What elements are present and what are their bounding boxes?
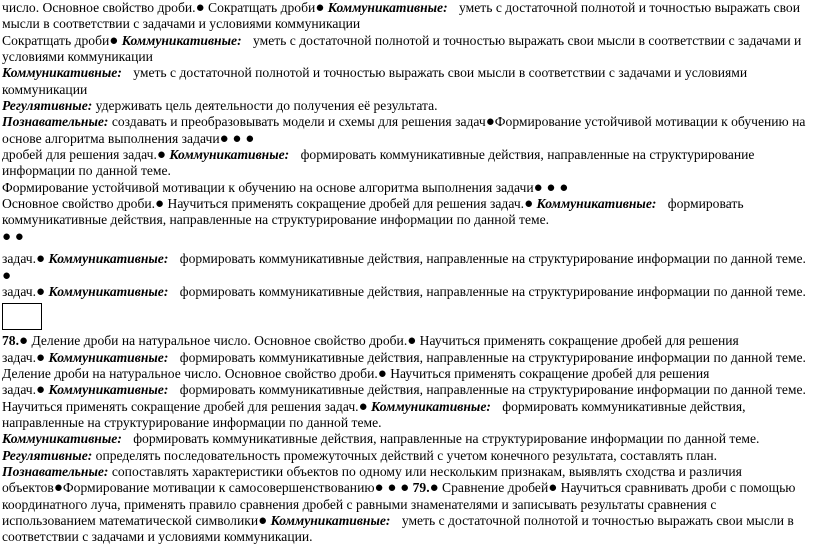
paragraph <box>2 196 812 229</box>
text-run: Деление дроби на натуральное число. Основное свойство дроби. <box>28 333 408 349</box>
bullet-icon: ● <box>195 0 205 16</box>
paragraph <box>2 0 812 33</box>
bullet-icon: ● ● <box>2 228 24 245</box>
paragraph <box>2 284 812 300</box>
text-run: Сократщать дроби <box>2 32 110 48</box>
text-run: Формирование устойчивой мотивации к обучению на основе алгоритма выполнения задачи <box>2 114 806 146</box>
paragraph <box>2 33 812 66</box>
text-run: Сравнение дробей <box>438 480 549 496</box>
text-run: уметь с достаточной полнотой и точностью выражать свои мысли в соответствии с задачами и условиями коммуникации. <box>2 512 794 545</box>
text-run: формировать коммуникативные действия, направленные на структурирование информации по данной теме. <box>2 196 744 228</box>
paragraph <box>2 366 812 382</box>
section-label: Коммуникативные: <box>2 65 122 81</box>
section-label: Коммуникативные: <box>371 398 491 414</box>
bullet-icon: ● <box>2 267 12 284</box>
bullet-icon: ● <box>36 251 46 268</box>
text-run: формировать коммуникативные действия, направленные на структурирование информации по данной теме. <box>2 147 755 179</box>
bullet-icon: ● <box>429 480 439 497</box>
bullet-icon: ● <box>53 480 63 497</box>
bullet-icon: ● <box>109 32 119 49</box>
bullet-icon: ● <box>36 349 46 366</box>
bullet-line <box>2 229 812 245</box>
text-run: формировать коммуникативные действия, направленные на структурирование информации по данной теме. <box>176 283 806 299</box>
section-label: Познавательные: <box>2 114 109 130</box>
text-run: Формирование устойчивой мотивации к обучению на основе алгоритма выполнения задачи <box>2 179 534 195</box>
section-label: Коммуникативные: <box>169 147 290 163</box>
paragraph <box>2 333 812 349</box>
section-label: Коммуникативные: <box>327 0 448 15</box>
section-label: Коммуникативные: <box>48 251 169 267</box>
text-run: формировать коммуникативные действия, направленные на структурирование информации по данной теме. <box>176 349 806 365</box>
section-label: Коммуникативные: <box>48 349 169 365</box>
section-label: Познавательные: <box>2 463 109 479</box>
section-label: Регулятивные: <box>2 98 93 114</box>
section-label: Регулятивные: <box>2 447 93 463</box>
empty-table-cell <box>2 303 42 330</box>
section-label: Коммуникативные: <box>48 382 169 398</box>
text-run: уметь с достаточной полнотой и точностью выражать свои мысли в соответствии с задачами и условиями коммуникации <box>2 65 748 97</box>
paragraph <box>2 98 812 114</box>
bullet-icon: ● <box>377 365 387 382</box>
text-run: Деление дроби на натуральное число. Основное свойство дроби. <box>2 365 378 381</box>
bullet-icon: ● <box>155 196 165 213</box>
paragraph <box>2 114 812 147</box>
bullet-icon: ● <box>258 512 268 529</box>
text-run: Формирование мотивации к самосовершенствованию <box>62 480 375 496</box>
paragraph <box>2 399 812 432</box>
text-run: задач. <box>2 349 37 365</box>
bullet-line <box>2 268 812 284</box>
text-run: определять последовательность промежуточных действий с учетом конечного результата, составлять план. <box>92 447 718 463</box>
text-run: формировать коммуникативные действия, направленные на структурирование информации по данной теме. <box>2 398 746 430</box>
bullet-icon: ● ● ● <box>533 179 569 196</box>
text-run: задач. <box>2 382 37 398</box>
text-run: формировать коммуникативные действия, направленные на структурирование информации по данной теме. <box>176 251 806 267</box>
bullet-icon: ● <box>36 382 46 399</box>
text-run: Научиться применять сокращение дробей для решения <box>386 365 710 381</box>
text-run: Основное свойство дроби. <box>2 196 156 212</box>
bullet-icon: ● <box>358 398 368 415</box>
paragraph <box>2 431 812 447</box>
paragraph <box>2 350 812 366</box>
text-run: дробей для решения задач. <box>2 147 157 163</box>
lesson-number: 79. <box>409 480 430 496</box>
section-label: Коммуникативные: <box>270 512 391 528</box>
paragraph <box>2 180 812 196</box>
text-run: Научиться применять сокращение дробей для решения задач. <box>2 398 359 414</box>
text-run: Научиться сравнивать дроби с помощью координатного луча, применять правило сравнения дробей с равными знаменателями и записывать результаты сравнения с использованием математической символики <box>2 480 796 528</box>
bullet-icon: ● <box>315 0 325 16</box>
text-run: число. Основное свойство дроби. <box>2 0 196 15</box>
text-run: задач. <box>2 251 37 267</box>
text-run: уметь с достаточной полнотой и точностью выражать свои мысли в соответствии с задачами и условиями коммуникации <box>2 32 802 65</box>
paragraph <box>2 147 812 180</box>
section-label: Коммуникативные: <box>48 283 169 299</box>
bullet-icon: ● <box>485 114 495 131</box>
text-run: сопоставлять характеристики объектов по одному или нескольким признакам, выявлять сходства и различия объектов <box>2 463 742 496</box>
document-page <box>2 0 812 546</box>
bullet-icon: ● <box>407 333 417 350</box>
bullet-icon: ● <box>156 147 166 164</box>
text-run: Научиться применять сокращение дробей для решения задач. <box>164 196 525 212</box>
paragraph <box>2 251 812 267</box>
section-label: Коммуникативные: <box>536 196 657 212</box>
paragraph <box>2 382 812 398</box>
bullet-icon: ● ● ● <box>219 130 255 147</box>
text-run: Сократщать дроби <box>204 0 316 15</box>
text-run: создавать и преобразовывать модели и схемы для решения задач <box>108 114 486 130</box>
bullet-icon: ● <box>548 480 558 497</box>
bullet-icon: ● <box>19 333 29 350</box>
section-label: Коммуникативные: <box>121 32 242 48</box>
empty-cell-row <box>2 300 812 333</box>
paragraph <box>2 464 812 546</box>
text-run: формировать коммуникативные действия, направленные на структурирование информации по данной теме. <box>176 382 806 398</box>
lesson-number: 78. <box>2 333 19 349</box>
bullet-icon: ● <box>524 196 534 213</box>
text-run: Научиться применять сокращение дробей для решения <box>416 333 739 349</box>
bullet-icon: ● ● ● <box>374 480 410 497</box>
text-run: уметь с достаточной полнотой и точностью выражать свои мысли в соответствии с задачами и условиями коммуникации <box>2 0 800 32</box>
text-run: формировать коммуникативные действия, направленные на структурирование информации по данной теме. <box>129 431 760 447</box>
text-run: задач. <box>2 283 37 299</box>
paragraph <box>2 448 812 464</box>
text-run: удерживать цель деятельности до получения её результата. <box>92 98 438 114</box>
paragraph <box>2 65 812 98</box>
bullet-icon: ● <box>36 283 46 300</box>
section-label: Коммуникативные: <box>2 431 122 447</box>
